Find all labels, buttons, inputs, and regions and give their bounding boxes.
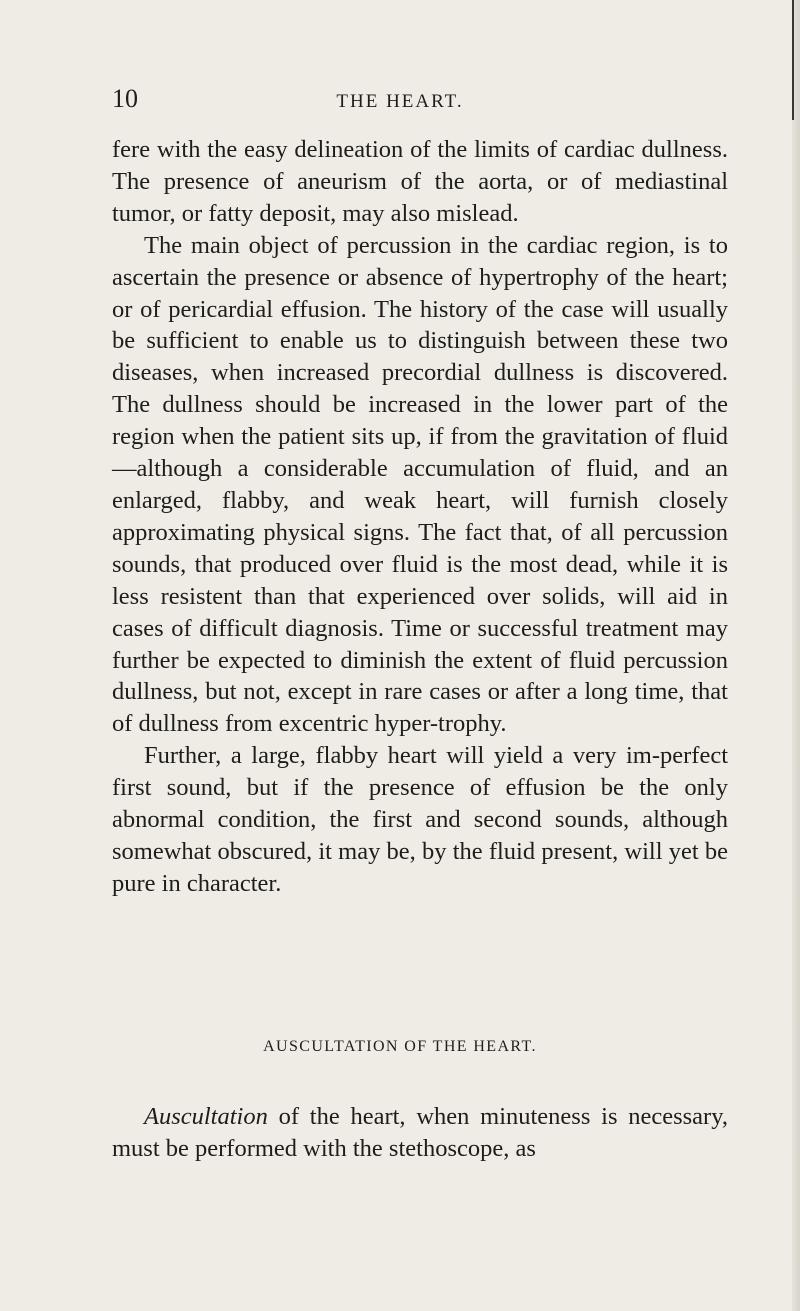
paragraph-percussion: The main object of percussion in the cardiac region, is to ascertain the presence or absence of hypertrophy of the heart; or of pericardial effusion. The history of the case will usually be sufficient to enable us to distinguish between these two diseases, when increased precordial dullness is discovered. The dullness should be increased in the lower part of the region when the patient sits up, if from the gravitation of fluid—although a considerable accumulation of fluid, and an enlarged, flabby, and weak heart, will furnish closely approximating physical signs. The fact that, of all percussion sounds, that produced over fluid is the most dead, while it is less resistent than that experienced over solids, will aid in cases of difficult diagnosis. Time or successful treatment may further be expected to diminish the extent of fluid percussion dullness, but not, except in rare cases or after a long time, that of dullness from excentric hyper-trophy. <box>112 231 728 738</box>
paragraph-continuation: fere with the easy delineation of the limits of cardiac dullness. The presence of aneurism of the aorta, or of mediastinal tumor, or fatty deposit, may also mislead. <box>112 136 728 227</box>
page-number: 10 <box>112 84 138 113</box>
running-head: THE HEART. <box>336 91 464 112</box>
page-header <box>0 84 800 124</box>
section-paragraph <box>112 1101 728 1165</box>
body-text <box>112 134 728 900</box>
section-heading: AUSCULTATION OF THE HEART. <box>263 1038 537 1055</box>
section-lead-italic: Auscultation <box>144 1103 268 1130</box>
page-edge <box>792 0 800 1311</box>
section-text: of the heart, when minuteness is necessary, must be performed with the stethoscope, as <box>112 1103 728 1162</box>
paragraph-further: Further, a large, flabby heart will yield a very im-perfect first sound, but if the presence of effusion be the only abnormal condition, the first and second sounds, although somewhat obscured, it may be, by the fluid present, will yet be pure in character. <box>112 742 728 897</box>
